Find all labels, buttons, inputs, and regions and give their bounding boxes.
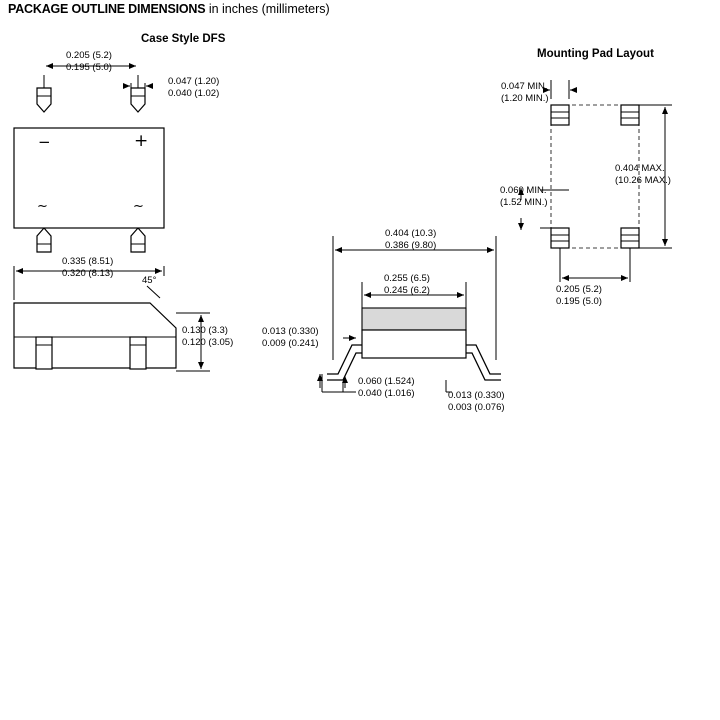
front-lead-left <box>327 345 362 374</box>
case-side-length-label: 0.335 (8.51) 0.320 (8.13) <box>62 256 114 279</box>
mounting-pad-title: Mounting Pad Layout <box>537 48 654 60</box>
page-title-rest: in inches (millimeters) <box>205 2 330 16</box>
pad-overall-height-label: 0.404 MAX. (10.26 MAX.) <box>615 163 671 186</box>
page-title-bold: PACKAGE OUTLINE DIMENSIONS <box>8 2 206 16</box>
front-foot-thickness-label: 0.013 (0.330) 0.003 (0.076) <box>448 390 505 413</box>
ac-left-symbol: ~ <box>37 199 48 214</box>
case-side-chamfer-leader <box>147 286 160 298</box>
case-top-lead-width-label: 0.047 (1.20) 0.040 (1.02) <box>168 76 220 99</box>
pad-width-label: 0.047 MIN. (1.20 MIN.) <box>501 81 549 104</box>
front-foot-label: 0.060 (1.524) 0.040 (1.016) <box>358 376 415 399</box>
polarity-minus-symbol: − <box>38 133 51 151</box>
case-top-width-label: 0.205 (5.2) 0.195 (5.0) <box>66 50 112 73</box>
front-body-label: 0.255 (6.5) 0.245 (6.2) <box>384 273 430 296</box>
front-body-lower <box>362 330 466 358</box>
pad-pitch-dimension <box>560 248 630 282</box>
front-overall-label: 0.404 (10.3) 0.386 (9.80) <box>385 228 437 251</box>
case-side-height-label: 0.130 (3.3) 0.120 (3.05) <box>182 325 234 348</box>
front-thickness-label: 0.013 (0.330) 0.009 (0.241) <box>262 326 319 349</box>
pad-gap-label: 0.060 MIN. (1.52 MIN.) <box>500 185 548 208</box>
front-foot-dimension <box>320 374 356 392</box>
chamfer-angle-label: 45° <box>142 275 157 286</box>
pad-pitch-label: 0.205 (5.2) 0.195 (5.0) <box>556 284 602 307</box>
ac-right-symbol: ~ <box>133 199 144 214</box>
front-body-upper <box>362 308 466 330</box>
case-style-title: Case Style DFS <box>141 33 226 45</box>
polarity-plus-symbol: + <box>134 131 149 151</box>
